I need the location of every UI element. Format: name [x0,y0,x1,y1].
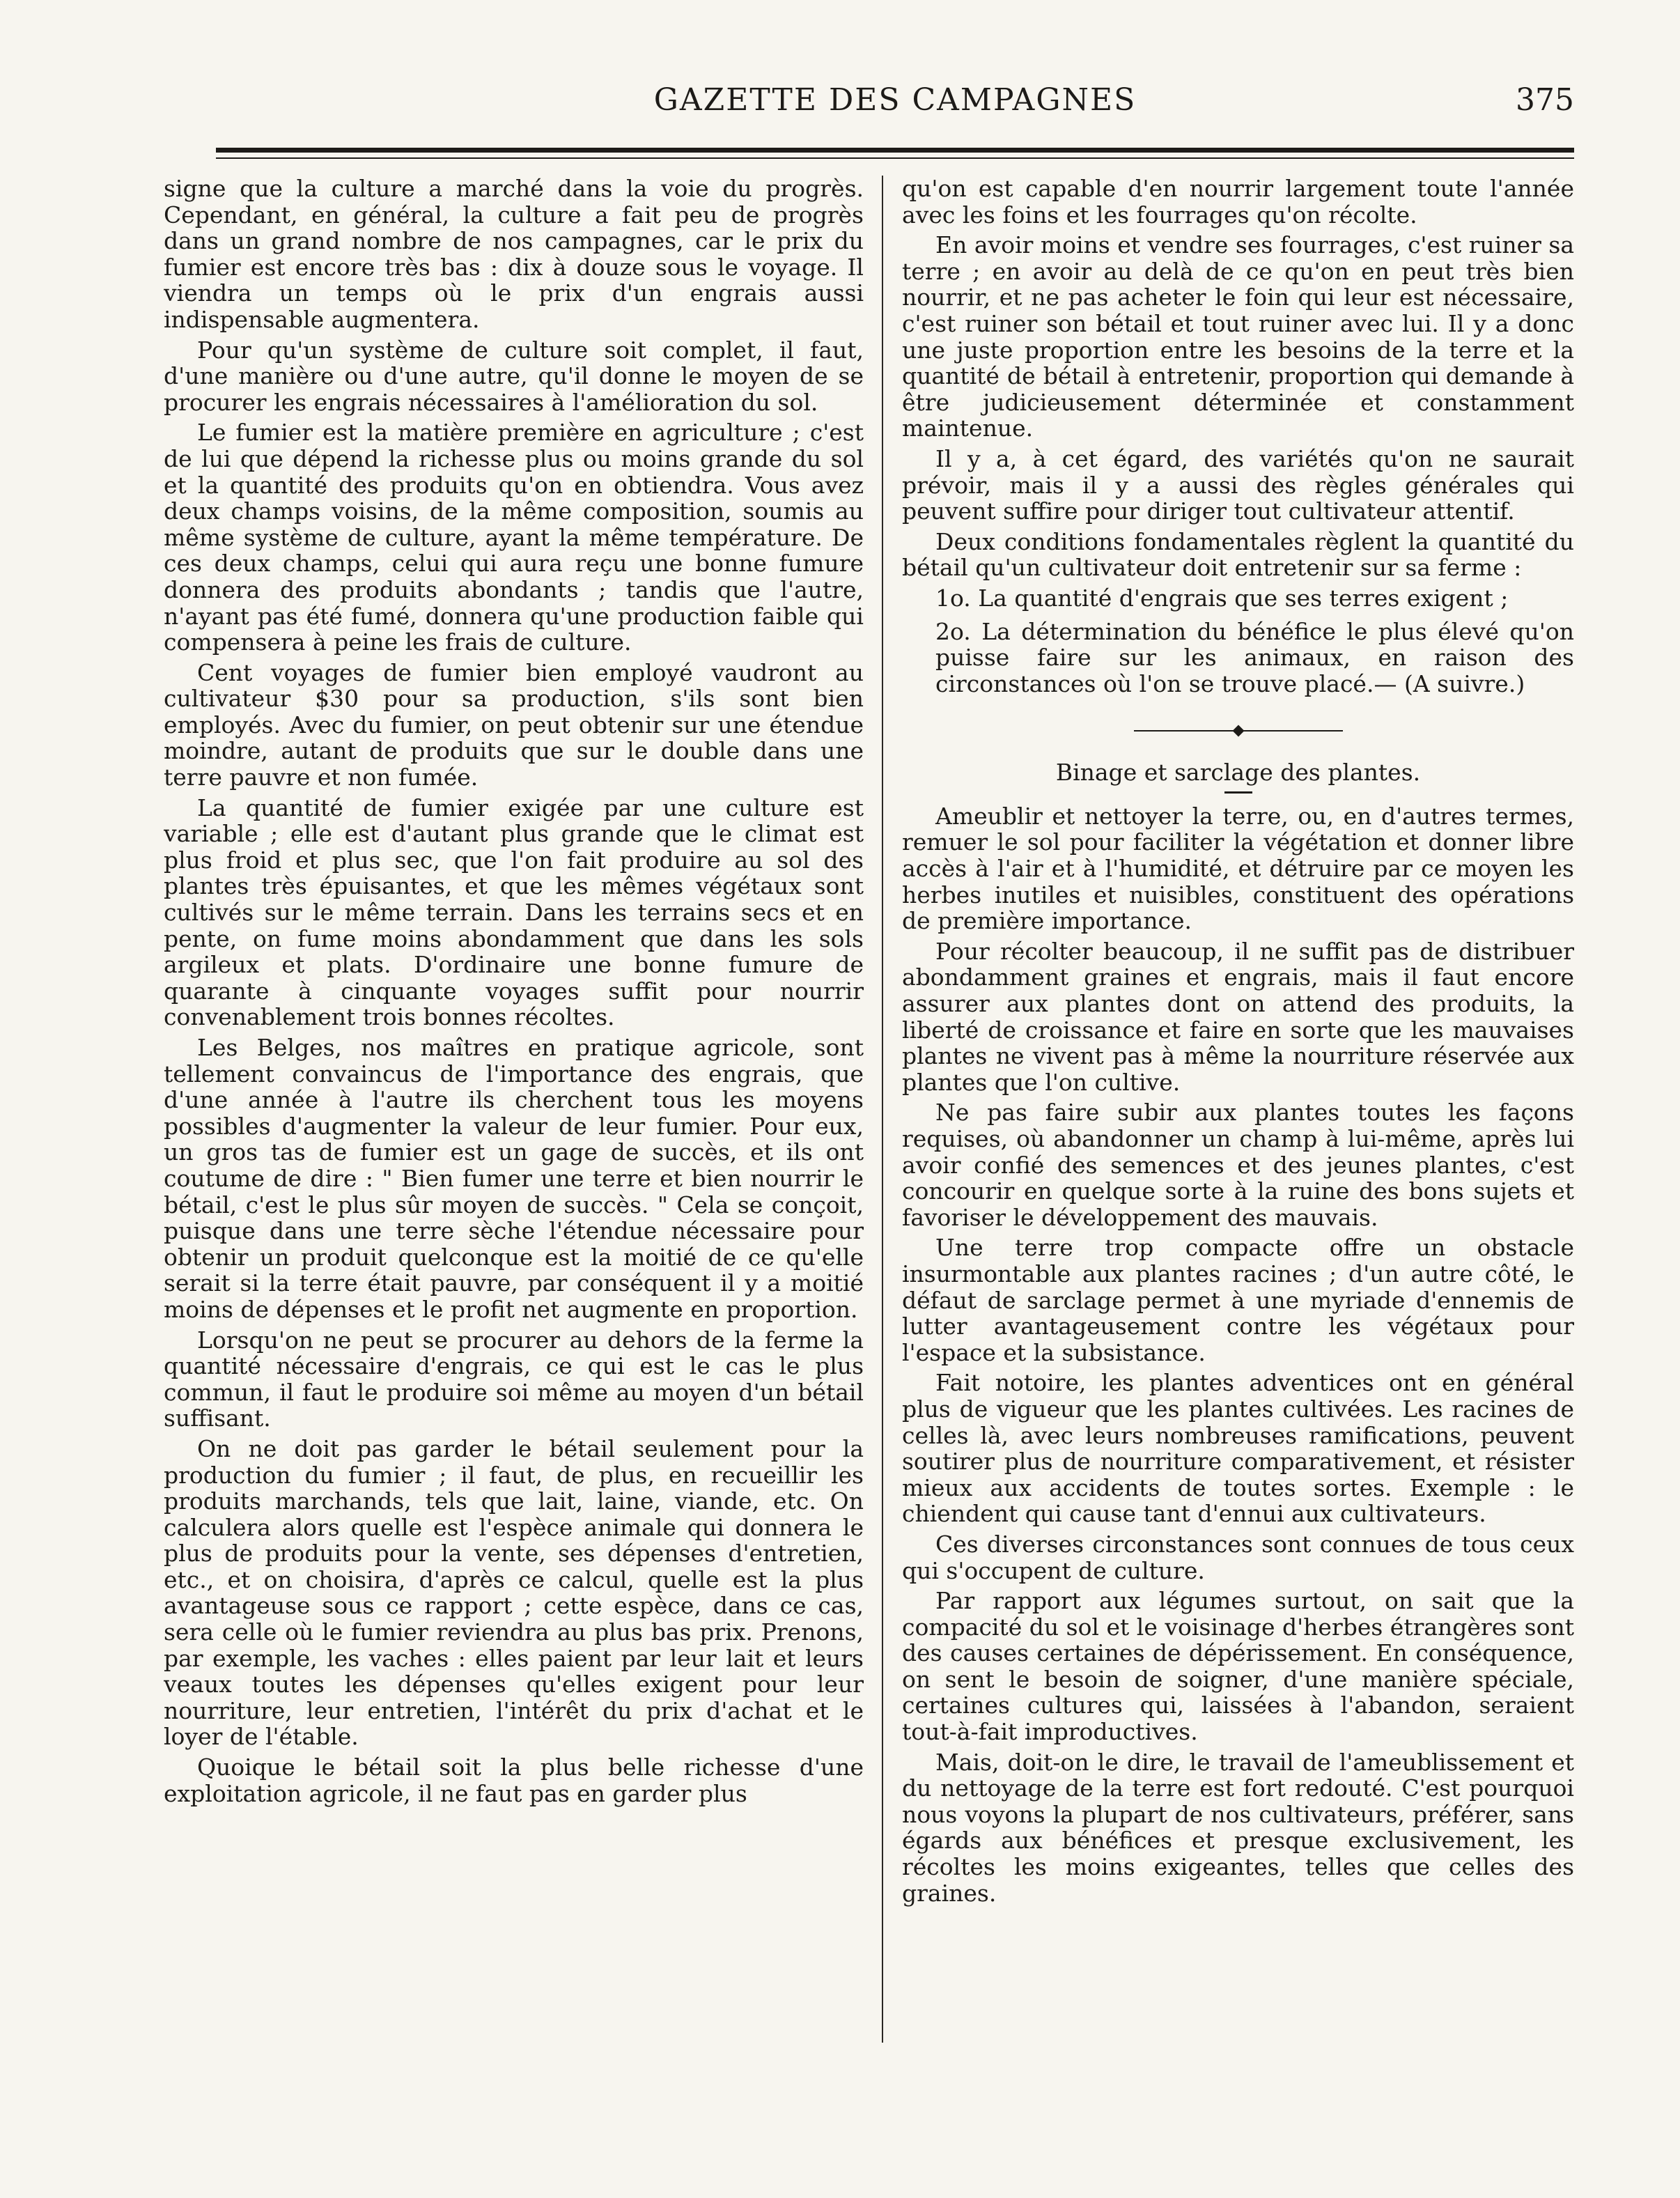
paragraph: Il y a, à cet égard, des variétés qu'on ne saurait prévoir, mais il y a aussi des règles générales qui peuvent suffire pour diriger tout cultivateur attentif. [902,444,1574,525]
paragraph: Lorsqu'on ne peut se procurer au dehors de la ferme la quantité nécessaire d'engrais, ce qui est le cas le plus commun, il faut le produire soi même au moyen d'un bétail suffisant. [164,1326,864,1432]
header-rule-thick [216,148,1574,153]
paragraph: Ne pas faire subir aux plantes toutes les façons requises, où abandonner un champ à lui-même, après lui avoir confié des semences et des jeunes plantes, c'est concourir en quelque sorte à la ruine des bons sujets et favoriser le développement des mauvais. [902,1099,1574,1231]
section-separator [1134,730,1343,732]
condition-item: 1o. La quantité d'engrais que ses terres exigent ; [935,584,1509,612]
column-divider [882,176,883,2043]
condition-item: 2o. La détermination du bénéfice le plus élevé qu'on puisse faire sur les animaux, en raison des circonstances où l'on se trouve placé.— (A suivre.) [935,617,1574,697]
paragraph: Ces diverses circonstances sont connues de tous ceux qui s'occupent de culture. [902,1530,1574,1584]
paragraph: Une terre trop compacte offre un obstacle insurmontable aux plantes racines ; d'un autre côté, le défaut de sarclage permet à une myriade d'ennemis de lutter avantageusement contre les végétaux pour l'espace et la subsistance. [902,1234,1574,1366]
left-column [164,176,864,2043]
header-rule-thin [216,157,1574,159]
paragraph: En avoir moins et vendre ses fourrages, c'est ruiner sa terre ; en avoir au delà de ce qu'on en peut très bien nourrir, et ne pas acheter le foin qui leur est nécessaire, c'est ruiner son bétail et tout ruiner avec lui. Il y a donc une juste proportion entre les besoins de la terre et la quantité de bétail à entretenir, proportion qui demande à être judicieusement déterminée et constamment maintenue. [902,231,1574,442]
paragraph: On ne doit pas garder le bétail seulement pour la production du fumier ; il faut, de plus, en recueillir les produits marchands, tels que lait, laine, viande, etc. On calculera alors quelle est l'espèce animale qui donnera le plus de produits pour la vente, ses dépenses d'entretien, etc., et on choisira, d'après ce calcul, quelle est la plus avantageuse sous ce rapport ; cette espèce, dans ce cas, sera celle où le fumier reviendra au plus bas prix. Prenons, par exemple, les vaches : elles paient par leur lait et leurs veaux toutes les dépenses qu'elles exigent pour leur nourriture, leur entretien, l'intérêt du prix d'achat et le loyer de l'étable. [164,1434,864,1751]
paragraph: Pour qu'un système de culture soit complet, il faut, d'une manière ou d'une autre, qu'il donne le moyen de se procurer les engrais nécessaires à l'amélioration du sol. [164,336,864,416]
paragraph: Cent voyages de fumier bien employé vaudront au cultivateur $30 pour sa production, s'ils sont bien employés. Avec du fumier, on peut obtenir sur une étendue moindre, autant de produits que sur le double dans une terre pauvre et non fumée. [164,658,864,791]
paragraph: Les Belges, nos maîtres en pratique agricole, sont tellement convaincus de l'importance des engrais, que d'une année à l'autre ils cherchent tous les moyens possibles d'augmenter la valeur de leur fumier. Pour eux, un gros tas de fumier est un gage de succès, et ils ont coutume de dire : " Bien fumer une terre et bien nourrir le bétail, c'est le plus sûr moyen de succès. " Cela se conçoit, puisque dans une terre sèche l'étendue nécessaire pour obtenir un produit quelconque est la moitié de ce qu'elle serait si la terre était pauvre, par conséquent il y a moitié moins de dépenses et le profit net augmente en proportion. [164,1034,864,1323]
section-title: Binage et sarclage des plantes. [1055,759,1421,787]
paragraph: qu'on est capable d'en nourrir largement toute l'année avec les foins et les fourrages qu'on récolte. [902,176,1574,229]
section-title-dash [1224,791,1252,794]
right-column [902,176,1574,2043]
page-number: 375 [1516,82,1574,118]
paragraph: Ameublir et nettoyer la terre, ou, en d'autres termes, remuer le sol pour faciliter la végétation et donner libre accès à l'air et à l'humidité, et détruire par ce moyen les herbes inutiles et nuisibles, constituent des opérations de première importance. [902,802,1574,935]
paragraph: Mais, doit-on le dire, le travail de l'ameublissement et du nettoyage de la terre est fort redouté. C'est pourquoi nous voyons la plupart de nos cultivateurs, préférer, sans égards aux bénéfices et presque exclusivement, les récoltes les moins exigeantes, telles que celles des graines. [902,1748,1574,1907]
paragraph: Le fumier est la matière première en agriculture ; c'est de lui que dépend la richesse plus ou moins grande du sol et la quantité des produits qu'on en obtiendra. Vous avez deux champs voisins, de la même composition, soumis au même système de culture, ayant la même température. De ces deux champs, celui qui aura reçu une bonne fumure donnera des produits abondants ; tandis que l'autre, n'ayant pas été fumé, donnera qu'une production faible qui compensera à peine les frais de culture. [164,419,864,656]
page-header [216,82,1574,131]
paragraph: La quantité de fumier exigée par une culture est variable ; elle est d'autant plus grande que le climat est plus froid et plus sec, que l'on fait produire au sol des plantes très épuisantes, et que les mêmes végétaux sont cultivés sur le même terrain. Dans les terrains secs et en pente, on fume moins abondamment que dans les sols argileux et plats. D'ordinaire une bonne fumure de quarante à cinquante voyages suffit pour nourrir convenablement trois bonnes récoltes. [164,794,864,1031]
paragraph: Deux conditions fondamentales règlent la quantité du bétail qu'un cultivateur doit entretenir sur sa ferme : [902,527,1574,582]
paragraph: Par rapport aux légumes surtout, on sait que la compacité du sol et le voisinage d'herbes étrangères sont des causes certaines de dépérissement. En conséquence, on sent le besoin de soigner, d'une manière spéciale, certaines cultures qui, laissées à l'abandon, seraient tout-à-fait improductives. [902,1587,1574,1746]
paragraph: Quoique le bétail soit la plus belle richesse d'une exploitation agricole, il ne faut pas en garder plus [164,1754,864,1807]
paragraph: Pour récolter beaucoup, il ne suffit pas de distribuer abondamment graines et engrais, mais il faut encore assurer aux plantes dont on attend des produits, la liberté de croissance et faire en sorte que les mauvaises plantes ne vivent pas à même la nourriture réservée aux plantes que l'on cultive. [902,937,1574,1096]
paragraph: signe que la culture a marché dans la voie du progrès. Cependant, en général, la culture a fait peu de progrès dans un grand nombre de nos campagnes, car le prix du fumier est encore très bas : dix à douze sous le voyage. Il viendra un temps où le prix d'un engrais aussi indispensable augmentera. [164,176,864,333]
paragraph: Fait notoire, les plantes adventices ont en général plus de vigueur que les plantes cultivées. Les racines de celles là, avec leurs nombreuses ramifications, peuvent soutirer plus de nourriture comparativement, et résister mieux aux accidents de toutes sortes. Exemple : le chiendent qui cause tant d'ennui aux cultivateurs. [902,1369,1574,1528]
journal-title: GAZETTE DES CAMPAGNES [653,82,1137,118]
